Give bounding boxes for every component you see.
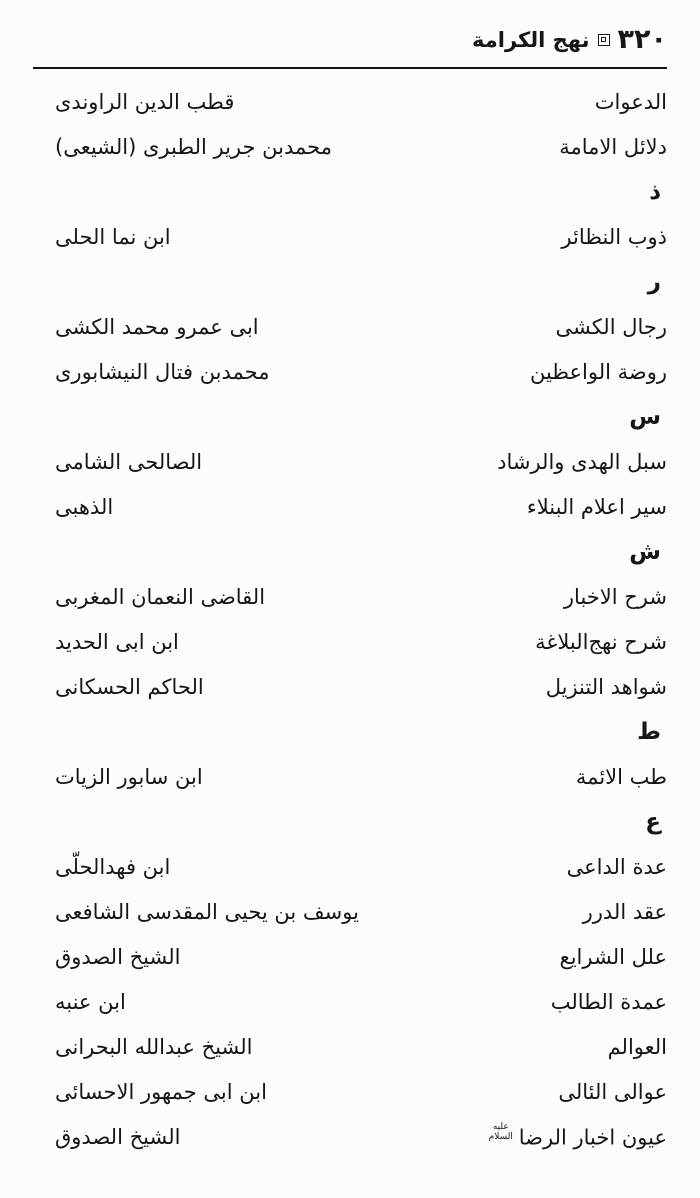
page-number: ٣٢٠ <box>617 24 667 55</box>
entry-author: ابن سابور الزيات <box>55 764 203 789</box>
entry-author: محمدبن جرير الطبرى (الشيعى) <box>55 134 332 159</box>
entry-author: ابن ابى جمهور الاحسائى <box>55 1079 267 1104</box>
section-letter: ع <box>645 808 661 835</box>
entry-row <box>33 79 667 124</box>
entry-title: ذوب النظائر <box>561 224 667 249</box>
honorific-alayhis-salam: عليه السلام <box>488 1122 513 1142</box>
entry-title: عمدة الطالب <box>550 989 667 1014</box>
section-letter: ط <box>637 718 661 745</box>
entry-title: العوالم <box>607 1034 667 1059</box>
entry-title: عيون اخبار الرضاعليه السلام <box>486 1123 667 1149</box>
entry-title: شواهد التنزيل <box>545 674 667 699</box>
entry-author: القاضى النعمان المغربى <box>55 584 266 609</box>
entry-row <box>33 1069 667 1114</box>
entry-row <box>33 619 667 664</box>
entry-author: ابى عمرو محمد الكشى <box>55 314 259 339</box>
entry-author: محمدبن فتال النيشابورى <box>55 359 270 384</box>
entry-title: شرح نهج‌البلاغة <box>535 629 667 654</box>
entry-row <box>33 1114 667 1159</box>
entry-author: الصالحى الشامى <box>55 449 203 474</box>
entry-title: عدة الداعى <box>566 854 667 879</box>
entry-row <box>33 484 667 529</box>
page-header <box>33 24 667 69</box>
entry-author: الحاكم الحسكانى <box>55 674 204 699</box>
bibliography <box>33 79 667 1159</box>
entry-title: الدعوات <box>594 89 667 114</box>
entry-author: الذهبى <box>55 494 114 519</box>
entry-author: الشيخ الصدوق <box>55 1124 181 1149</box>
entry-row <box>33 304 667 349</box>
entry-author: الشيخ عبدالله البحرانى <box>55 1034 253 1059</box>
entry-title: سير اعلام البنلاء <box>526 494 667 519</box>
entry-author: يوسف بن يحيى المقدسى الشافعى <box>55 899 359 924</box>
entry-title: روضة الواعظين <box>529 359 667 384</box>
entry-title: علل الشرايع <box>559 944 667 969</box>
entry-row <box>33 349 667 394</box>
entry-title: دلائل الامامة <box>559 134 667 159</box>
entry-row <box>33 1024 667 1069</box>
square-bullet-icon <box>598 34 610 46</box>
entry-row <box>33 979 667 1024</box>
entry-author: ابن ابى الحديد <box>55 629 179 654</box>
section-letter: ذ <box>649 178 661 205</box>
section-letter: ش <box>629 538 661 565</box>
entry-row <box>33 754 667 799</box>
section-letter: ر <box>647 268 661 295</box>
entry-row <box>33 214 667 259</box>
entry-author: قطب الدين الراوندى <box>55 89 235 114</box>
entry-row <box>33 934 667 979</box>
entry-title: شرح الاخبار <box>563 584 667 609</box>
entry-title: رجال الكشى <box>555 314 667 339</box>
entry-row <box>33 844 667 889</box>
entry-author: ابن نما الحلى <box>55 224 171 249</box>
entry-title: سبل الهدى والرشاد <box>497 449 667 474</box>
entry-title: عقد الدرر <box>582 899 667 924</box>
entry-row <box>33 574 667 619</box>
section-letter: س <box>629 403 661 430</box>
entry-author: ابن فهدالحلّى <box>55 854 171 879</box>
entry-row <box>33 439 667 484</box>
entry-row <box>33 664 667 709</box>
entry-title: عوالى الئالى <box>558 1079 667 1104</box>
entry-row <box>33 124 667 169</box>
book-title: نهج الكرامة <box>472 27 590 52</box>
entry-author: الشيخ الصدوق <box>55 944 181 969</box>
entry-author: ابن عنبه <box>55 989 126 1014</box>
entry-row <box>33 889 667 934</box>
entry-title: طب الائمة <box>575 764 667 789</box>
